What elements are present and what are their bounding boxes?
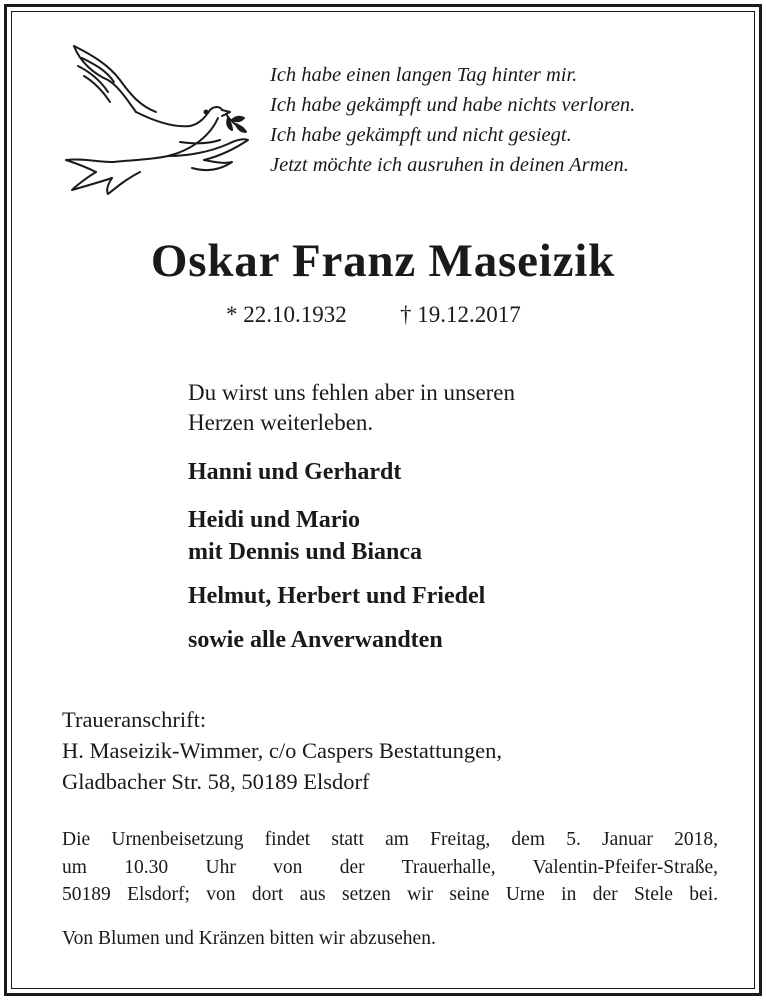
mourner-group: Hanni und Gerhardt [188,459,402,485]
mourner-group: sowie alle Anverwandten [188,627,443,653]
poem-line: Ich habe gekämpft und habe nichts verloren. [270,94,636,116]
address-line: H. Maseizik-Wimmer, c/o Caspers Bestattungen, [62,738,502,763]
notice-line: um 10.30 Uhr von der Trauerhalle, Valentin-Pfeifer-Straße, [62,856,718,878]
notice-line: 50189 Elsdorf; von dort aus setzen wir seine Urne in der Stele bei. [62,884,718,905]
flowers-note: Von Blumen und Kränzen bitten wir abzusehen. [62,928,436,949]
mourner-group: Heidi und Mario [188,507,361,533]
mourners-list [188,456,688,656]
deceased-name: Oskar Franz Maseizik [150,235,616,287]
message-line: Herzen weiterleben. [188,410,374,435]
dove-icon [60,40,252,200]
burial-notice [62,826,718,909]
poem-line: Jetzt möchte ich ausruhen in deinen Armen. [270,154,629,176]
message-line: Du wirst uns fehlen aber in unseren [188,380,516,405]
mourner-group: Helmut, Herbert und Friedel [188,583,486,609]
death-date: † 19.12.2017 [400,302,521,327]
poem-line: Ich habe gekämpft und nicht gesiegt. [270,124,572,146]
mourning-address [62,704,722,797]
poem-line: Ich habe einen langen Tag hinter mir. [270,64,578,86]
address-line: Gladbacher Str. 58, 50189 Elsdorf [62,769,370,794]
poem [270,60,730,180]
address-label: Traueranschrift: [62,707,207,732]
birth-date: * 22.10.1932 [226,302,347,327]
mourner-group-line2: mit Dennis und Bianca [188,539,423,565]
notice-line: Die Urnenbeisetzung findet statt am Freitag, dem 5. Januar 2018, [62,829,718,850]
farewell-message [188,378,628,438]
